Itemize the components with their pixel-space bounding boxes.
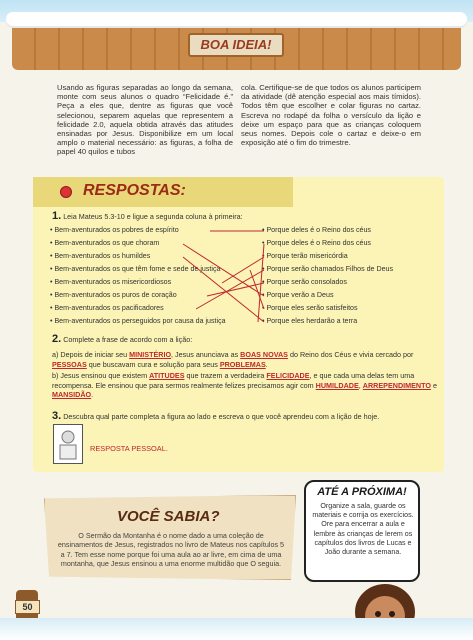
list-item: • Porque eles serão satisfeitos [262, 304, 358, 312]
question-2-text: Complete a frase de acordo com a lição: [63, 335, 193, 344]
list-item: • Porque eles herdarão a terra [262, 317, 358, 325]
answer-highlight: BOAS NOVAS [240, 350, 288, 359]
answer-text: que buscavam cura e solução para seus [86, 359, 220, 369]
match-line [183, 244, 264, 296]
ate-a-proxima-text: Organize a sala, guarde os materiais e corrija os exercícios. Ore para encerrar a aula e lembre às crianças de lerem os capítulos dos livros de Lucas e João durante a semana. [312, 502, 414, 557]
question-1-text: Leia Mateus 5.3-10 e ligue a segunda coluna à primeira: [63, 212, 243, 221]
snow-footer [0, 618, 473, 640]
answer-text: e [430, 380, 437, 390]
answer-highlight: MANSIDÃO [52, 390, 92, 400]
list-item: • Bem-aventurados os pobres de espírito [50, 226, 179, 234]
boa-ideia-sign: BOA IDEIA! [188, 33, 284, 57]
answer-text: , e que cada uma delas tem uma recompensa. Ele ensinou que para sermos realmente felizes precisamos agir com [52, 371, 415, 390]
answer-2a [52, 350, 437, 369]
answer-highlight: HUMILDADE [315, 380, 359, 390]
answer-highlight: PESSOAS [52, 359, 87, 369]
intro-column-right: cola. Certifique-se de que todos os alunos participem da atividade (dê atenção especial aos mais tímidos). Todos têm que escolher e colar figuras no cartaz. Escreva no rodapé da folha o versículo da lição e deixe um espaço para que as crianças coloquem seus nomes. Depois cole o cartaz e deixe-o em exposição até o fim do trimestre. [241, 83, 421, 148]
answer-highlight: ATITUDES [149, 371, 185, 380]
question-3-number: 3. [52, 410, 62, 422]
answer-text: , Jesus anunciava as [171, 350, 241, 359]
answer-3: RESPOSTA PESSOAL. [90, 444, 168, 453]
list-item: • Bem-aventurados os que têm fome e sede de justiça [50, 265, 221, 273]
figure-icon [54, 425, 82, 463]
list-item: • Bem-aventurados os perseguidos por causa da justiça [50, 317, 226, 325]
match-line [183, 257, 264, 322]
list-item: • Porque terão misericórdia [262, 252, 348, 260]
list-item: • Porque deles é o Reino dos céus [262, 226, 371, 234]
answer-text: do Reino dos Céus e vivia cercado por [287, 350, 414, 359]
voce-sabia-title: VOCÊ SABIA? [117, 508, 220, 525]
answer-text: a) Depois de iniciar seu [52, 350, 130, 359]
list-item: • Bem-aventurados os misericordiosos [50, 278, 172, 286]
match-line [222, 257, 264, 283]
ate-a-proxima-title: ATÉ A PRÓXIMA! [317, 486, 407, 498]
list-item: • Porque serão chamados Filhos de Deus [262, 265, 394, 273]
question-2 [52, 335, 432, 344]
page-number: 50 [15, 600, 40, 614]
list-item: • Bem-aventurados os que choram [50, 239, 160, 247]
question-3-text: Descubra qual parte completa a figura ao lado e escreva o que você aprendeu com a lição de hoje. [63, 412, 380, 421]
answer-text: . [265, 359, 268, 369]
list-item: • Bem-aventurados os puros de coração [50, 291, 177, 299]
answer-text: . [91, 390, 94, 400]
answer-highlight: PROBLEMAS [219, 359, 266, 369]
question-2-number: 2. [52, 333, 62, 345]
answer-text: que trazem a verdadeira [184, 371, 267, 380]
answer-text: b) Jesus ensinou que existem [52, 371, 150, 380]
intro-column-left: Usando as figuras separadas ao longo da semana, monte com seus alunos o quadro “Felicidade é.” Peça a eles que, dentre as figuras que você selecionou, separem aquelas que representem a felicidade 2.0, aquela obtida através das atitudes ensinadas por Jesus. Disponibilize em um local amplo o material necessário: as figuras, a folha de papel 40 quilos e tubos [57, 83, 233, 157]
answer-2b [52, 371, 437, 400]
answer-highlight: FELICIDADE [266, 371, 310, 380]
question-3 [52, 412, 437, 421]
list-item: • Bem-aventurados os pacificadores [50, 304, 164, 312]
voce-sabia-text: O Sermão da Montanha é o nome dado a uma coleção de ensinamentos de Jesus, registrados no livro de Mateus nos capítulos 5 a 7. Tem esse nome porque foi uma aula ao ar livre, em cima de uma montanha, que Jesus ensinou a uma enorme multidão que O seguia. [57, 531, 285, 569]
puzzle-figure [53, 424, 83, 464]
question-1-number: 1. [52, 210, 62, 222]
answer-text: , [358, 380, 363, 390]
list-item: • Porque verão a Deus [262, 291, 334, 299]
answer-highlight: ARREPENDIMENTO [362, 380, 431, 390]
list-item: • Porque deles é o Reino dos céus [262, 239, 371, 247]
list-item: • Porque serão consolados [262, 278, 347, 286]
answer-highlight: MINISTÉRIO [129, 350, 172, 359]
match-line [207, 283, 264, 296]
respostas-title: RESPOSTAS: [83, 182, 186, 199]
list-item: • Bem-aventurados os humildes [50, 252, 151, 260]
